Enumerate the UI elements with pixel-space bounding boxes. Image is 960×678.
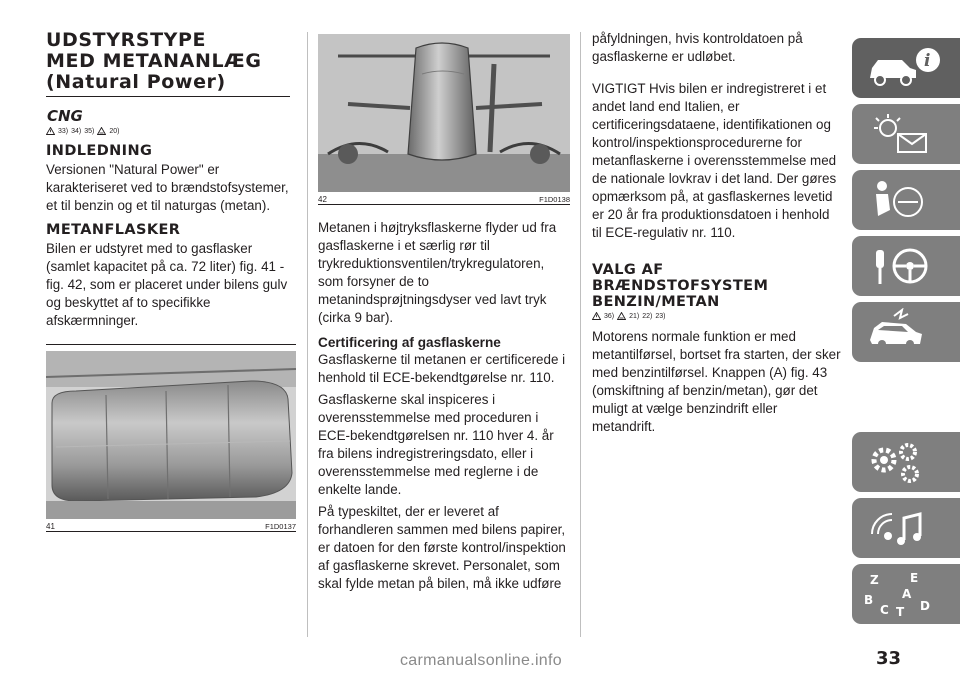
maintenance-gears-icon (864, 438, 944, 486)
figure-42-caption (318, 192, 570, 204)
heading-indledning: INDLEDNING (46, 143, 153, 159)
tab-multimedia[interactable] (852, 498, 960, 558)
index-letter-b: B (864, 593, 874, 607)
column-2 (318, 30, 570, 593)
ref-20: 20) (109, 127, 120, 135)
column-divider-1 (307, 32, 308, 637)
ref-34: 34) (71, 127, 82, 135)
ref-22: 22) (642, 312, 653, 320)
paragraph-inspection: Gasflaskerne skal inspiceres i overensstemmelse med proceduren i ECE-bekendtgørelsen nr. 110 hver 4. år fra bilens indregistreringsdato, eller i overensstemmelse med reglerne i de enkelte lande. (318, 392, 554, 497)
cng-logo-text: CNG (47, 107, 83, 125)
text-indledning: Versionen "Natural Power" er karakteriseret ved to brændstofsystemer, et til benzin og et til naturgas (metan). (46, 162, 289, 213)
index-letter-c: C (880, 603, 889, 617)
title-line-3: (Natural Power) (46, 71, 226, 93)
heading-certificering: Certificering af gasflaskerne (318, 335, 501, 350)
warning-triangle-icon (46, 127, 55, 135)
tab-car-info[interactable] (852, 38, 960, 98)
gas-tank-photo (46, 351, 296, 519)
warning-references (46, 127, 296, 135)
car-info-icon (864, 44, 944, 92)
safety-airbag-icon (864, 176, 944, 224)
tab-emergency[interactable] (852, 302, 960, 362)
index-letter-z: Z (870, 573, 879, 587)
svg-text:i: i (924, 51, 931, 71)
multimedia-icon (864, 504, 944, 552)
figure-42-code: F1D0138 (539, 195, 570, 204)
column-1 (46, 30, 296, 532)
figure-42 (318, 34, 570, 205)
index-letter-e: E (910, 571, 919, 585)
heading-valg (592, 262, 842, 310)
title-line-1: UDSTYRSTYPE (46, 29, 207, 51)
emergency-car-icon (864, 308, 944, 356)
index-letter-d: D (920, 599, 930, 613)
title-line-2: MED METANANLÆG (46, 50, 262, 72)
underbody-photo (318, 34, 570, 192)
page-number: 33 (876, 648, 902, 669)
paragraph-vigtigt: VIGTIGT Hvis bilen er indregistreret i et andet land end Italien, er certificeringsdataene, identifikationen og kontrol/inspektionsprocedurerne for metanflaskerne i overensstemmelse med de nationale lovkrav i det land. Der gøres opmærksom på, at gasflaskernes levetid er 20 år fra produktionsdatoen i henhold til ECE-regulativ nr. 110. (592, 81, 837, 240)
caution-triangle-icon (617, 312, 626, 320)
warning-lights-icon (864, 110, 944, 158)
heading-metanflasker: METANFLASKER (46, 222, 181, 238)
heading-valg-line-3: BENZIN/METAN (592, 294, 720, 310)
ref-21: 21) (629, 312, 640, 320)
ref-23: 23) (655, 312, 666, 320)
index-letters-icon (864, 570, 944, 618)
index-letter-t: T (896, 605, 905, 618)
tab-warning-lights[interactable] (852, 104, 960, 164)
tab-starting-driving[interactable] (852, 236, 960, 296)
page-title (46, 30, 296, 93)
heading-valg-line-1: VALG AF (592, 262, 664, 278)
caution-triangle-icon (97, 127, 106, 135)
heading-valg-line-2: BRÆNDSTOFSYSTEM (592, 278, 769, 294)
ref-35: 35) (84, 127, 95, 135)
watermark: carmanualsonline.info (400, 652, 562, 669)
figure-42-number: 42 (318, 195, 327, 204)
figure-41 (46, 344, 296, 532)
figure-41-number: 41 (46, 522, 55, 531)
paragraph-continued: påfyldningen, hvis kontroldatoen på gasflaskerne er udløbet. (592, 31, 803, 64)
ref-36: 36) (604, 312, 615, 320)
warning-triangle-icon (592, 312, 601, 320)
tab-safety[interactable] (852, 170, 960, 230)
warning-references-2 (592, 312, 842, 320)
index-letter-a: A (902, 587, 912, 601)
figure-41-code: F1D0137 (265, 522, 296, 531)
column-divider-2 (580, 32, 581, 637)
cng-logo-icon (46, 103, 296, 125)
key-steering-icon (864, 242, 944, 290)
paragraph-typeskilt: På typeskiltet, der er leveret af forhandleren sammen med bilens papirer, er datoen for den første kontrol/inspektion af gasflaskerne skrevet. Personalet, som skal fylde metan på bilen, må ikke udføre (318, 504, 566, 591)
column-3 (592, 30, 842, 436)
figure-41-caption (46, 519, 296, 531)
paragraph-motor: Motorens normale funktion er med metantilførsel, bortset fra starten, der sker med benzintilførsel. Knappen (A) fig. 43 (omskiftning af benzin/metan), gør det muligt at vælge benzindrift eller metandrift. (592, 329, 841, 434)
text-metanflasker: Bilen er udstyret med to gasflasker (samlet kapacitet på ca. 72 liter) fig. 41 - fig. 42, som er placeret under bilens gulv og beskyttet af to specifikke afskærmninger. (46, 241, 288, 328)
paragraph-flaskerne: Metanen i højtryksflaskerne flyder ud fra gasflaskerne i et særlig rør til trykreduktionsventilen/trykregulatoren, som forsyner de to metanindsprøjtningsdyser ved lavt tryk (cirka 9 bar). (318, 220, 557, 325)
ref-33: 33) (58, 127, 69, 135)
title-divider (46, 96, 290, 97)
tab-maintenance[interactable] (852, 432, 960, 492)
tab-index[interactable] (852, 564, 960, 624)
paragraph-ece-certified: Gasflaskerne til metanen er certificerede i henhold til ECE-bekendtgørelse nr. 110. (318, 352, 566, 385)
